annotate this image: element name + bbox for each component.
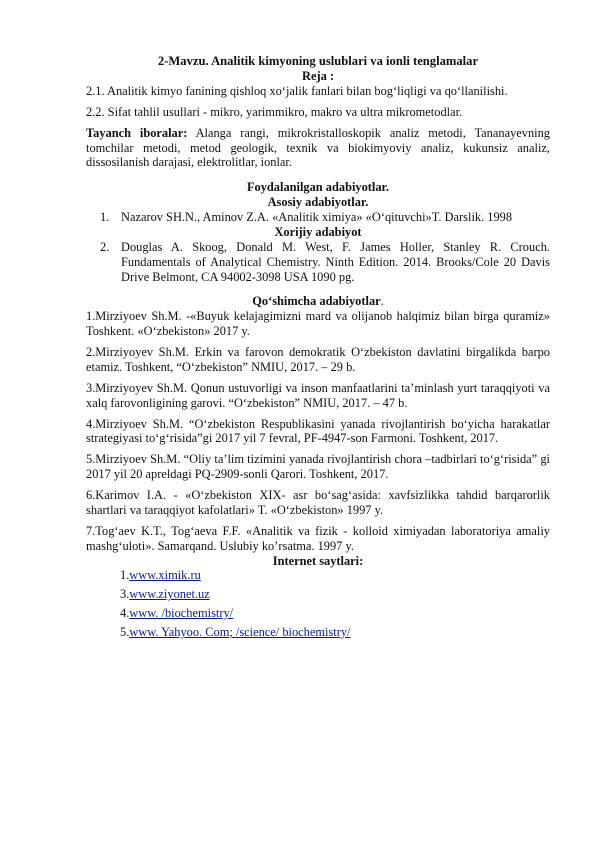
link-row [120, 606, 550, 621]
link-row [120, 568, 550, 583]
extra-item-6: 6.Karimov I.A. - «O‘zbekiston XIX- asr bo‘sag‘asida: xavfsizlikka tahdid barqarorlik shartlari va taraqqiyot kafolatlari» T. «O‘zbekiston» 1997 y. [86, 488, 550, 517]
extra-item-5: 5.Mirziyoev Sh.M. “Oliy ta’lim tizimini yanada rivojlantirish chora –tadbirlari to‘g‘risida” gi 2017 yil 20 apreldagi PQ-2909-sonli Qarori. Toshkent, 2017. [86, 452, 550, 482]
foreign-literature-heading: Xorijiy adabiyot [274, 224, 362, 239]
link-yahyoo[interactable]: www. Yahyoo. Com; /science/ biochemistry/ [129, 625, 351, 640]
plan-heading: Reja : [302, 69, 334, 84]
link-biochemistry[interactable]: www. /biochemistry/ [129, 606, 234, 621]
foreign-literature-item [86, 240, 550, 285]
keywords-paragraph [86, 126, 550, 171]
extra-item-1: 1.Mirziyoev Sh.M. -«Buyuk kelajagimizni mard va olijanob halqimiz bilan birga quramiz» Toshkent. «O‘zbekiston» 2017 y. [86, 309, 550, 339]
item-number: 2. [100, 239, 110, 254]
extra-heading-dot: . [380, 294, 384, 309]
keywords-text: Alanga rangi, mikrokristalloskopik analiz metodi, Tananayevning tomchilar metodi, metod geologik, texnik va biokimyoviy analiz, kukunsiz analiz, dissosilanish darajasi, elektrolitlar, ionlar. [86, 125, 550, 170]
item-text: Nazarov SH.N., Aminov Z.A. «Analitik ximiya» «O‘qituvchi»T. Darslik. 1998 [121, 210, 513, 225]
link-number: 5. [120, 625, 130, 640]
plan-item-2: 2.2. Sifat tahlil usullari - mikro, yarimmikro, makro va ultra mikrometodlar. [86, 104, 463, 119]
item-number: 1. [100, 210, 110, 225]
extra-item-2: 2.Mirziyoyev Sh.M. Erkin va farovon demokratik O‘zbekiston davlatini birgalikda barpo etamiz. Toshkent, “O‘zbekiston” NMIU, 2017. – 29 b. [86, 345, 550, 374]
extra-item-3: 3.Mirziyoyev Sh.M. Qonun ustuvorligi va inson manfaatlarini ta’minlash yurt taraqqiyoti va xalq farovonligining garovi. “O‘zbekiston” NMIU, 2017. – 47 b. [86, 380, 550, 410]
extra-literature-heading-line [86, 294, 550, 309]
link-number: 4. [120, 606, 130, 621]
internet-heading: Internet saytlari: [272, 553, 364, 568]
document-title: 2-Mavzu. Analitik kimyoning uslublari va ionli tenglamalar [157, 54, 479, 68]
literature-heading: Foydalanilgan adabiyotlar. [246, 180, 390, 195]
main-literature-heading: Asosiy adabiyotlar. [267, 195, 369, 210]
plan-item-1: 2.1. Analitik kimyo fanining qishloq xo‘jalik fanlari bilan bog‘liqligi va qo‘llanilishi. [86, 83, 508, 98]
extra-item-4: 4.Mirziyoev Sh.M. “O‘zbekiston Respublikasini yanada rivojlantirish bo‘yicha harakatlar strategiyasi to‘g‘risida”gi 2017 yil 7 fevral, PF-4947-son Farmoni. Toshkent, 2017. [86, 416, 550, 446]
link-ziyonet[interactable]: www.ziyonet.uz [129, 587, 210, 602]
link-ximik[interactable]: www.ximik.ru [129, 568, 201, 583]
extra-literature-heading: Qo‘shimcha adabiyotlar [252, 294, 381, 309]
item-text: Douglas A. Skoog, Donald M. West, F. James Holler, Stanley R. Crouch. Fundamentals of Analytical Chemistry. Ninth Edition. 2014. Brooks/Cole 20 Davis Drive Belmont, CA 94002-3098 USA 1090 pg. [121, 239, 550, 284]
extra-item-7: 7.Tog‘aev K.T., Tog‘aeva F.F. «Analitik va fizik - kolloid ximiyadan laboratoriya amaliy mashg‘uloti». Samarqand. Uslubiy ko’rsatma. 1997 y. [86, 523, 550, 553]
keywords-label: Tayanch iboralar: [86, 125, 188, 140]
link-number: 3. [120, 587, 130, 602]
main-literature-item [86, 210, 550, 225]
link-row [120, 625, 550, 640]
link-number: 1. [120, 568, 130, 583]
internet-links-list [86, 568, 550, 640]
link-row [120, 587, 550, 602]
